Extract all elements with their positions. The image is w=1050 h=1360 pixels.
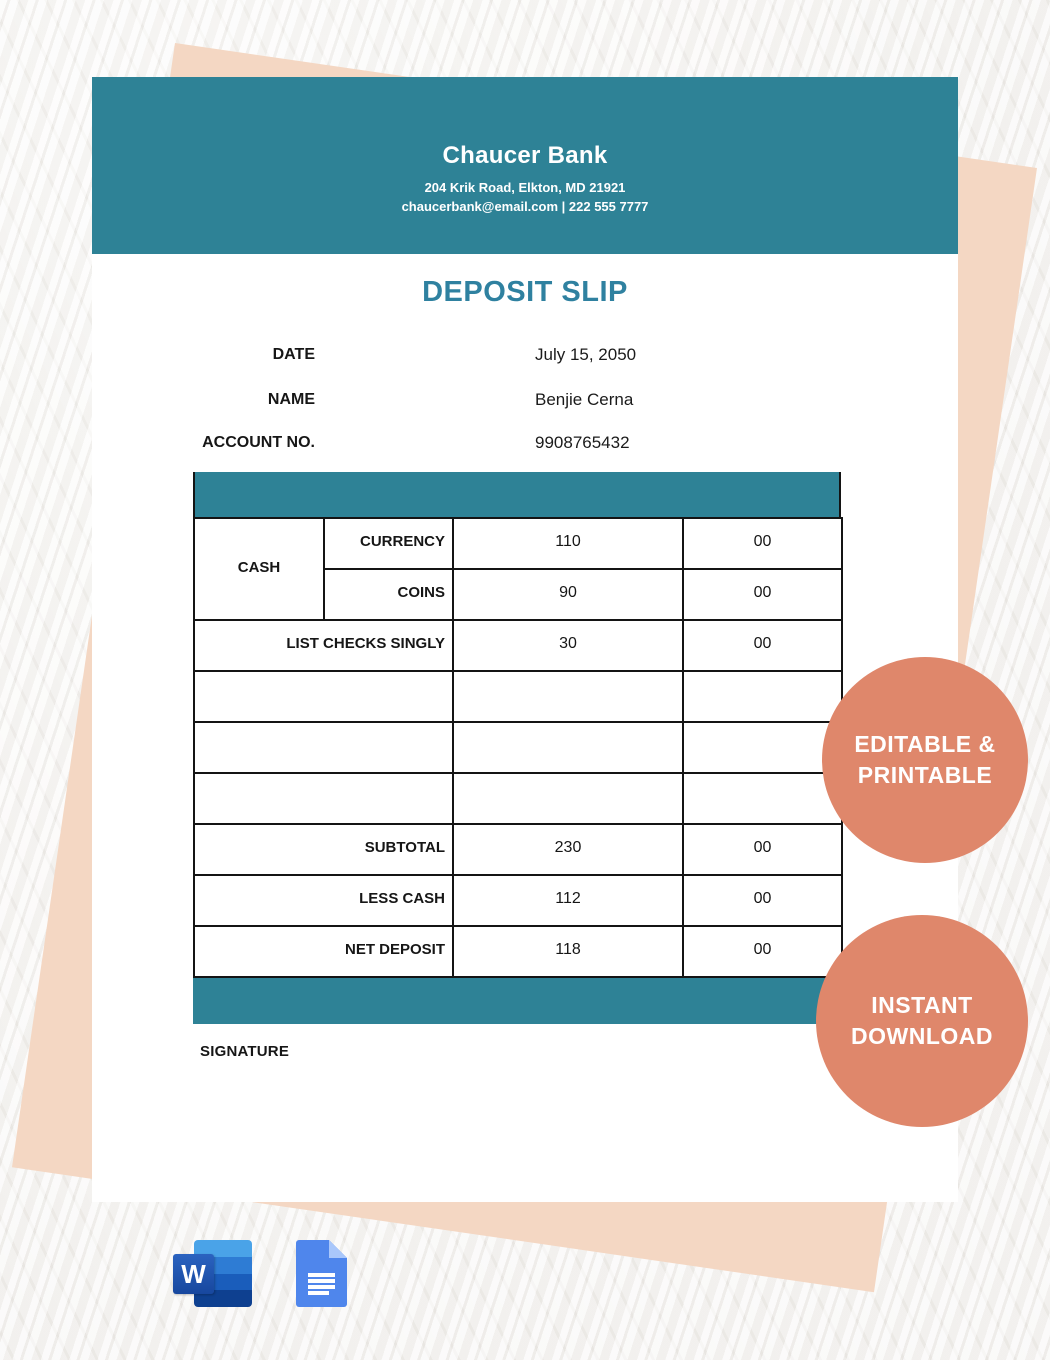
- row-label-cell: COINS: [324, 569, 453, 620]
- date-value: July 15, 2050: [535, 345, 637, 364]
- row-label-cell: LESS CASH: [194, 875, 453, 926]
- row-amount-cell: [453, 773, 683, 824]
- row-label-cell: LIST CHECKS SINGLY: [194, 620, 453, 671]
- row-amount-cell: 118: [453, 926, 683, 977]
- bank-contact: chaucerbank@email.com | 222 555 7777: [401, 199, 649, 214]
- bank-address: 204 Krik Road, Elkton, MD 21921: [424, 180, 626, 195]
- field-row-account-no: [92, 433, 958, 453]
- cash-group-cell: CASH: [194, 518, 324, 620]
- table-row: [194, 671, 842, 722]
- badge-line: INSTANT: [871, 992, 973, 1018]
- microsoft-word-icon[interactable]: [173, 1240, 253, 1308]
- name-label: NAME: [267, 391, 315, 408]
- row-label-cell: [194, 722, 453, 773]
- deposit-table: [193, 517, 843, 978]
- row-label-cell: SUBTOTAL: [194, 824, 453, 875]
- date-label: DATE: [272, 346, 315, 363]
- table-row: [194, 926, 842, 977]
- table-row: [194, 773, 842, 824]
- row-amount-cell: 30: [453, 620, 683, 671]
- table-row: [194, 824, 842, 875]
- badge-line: PRINTABLE: [857, 762, 993, 788]
- row-label-cell: NET DEPOSIT: [194, 926, 453, 977]
- badge-line: DOWNLOAD: [851, 1023, 993, 1049]
- signature-label: SIGNATURE: [200, 1043, 290, 1060]
- row-cents-cell: [683, 671, 842, 722]
- row-cents-cell: 00: [683, 824, 842, 875]
- docs-text-line: [308, 1279, 335, 1283]
- table-row: [194, 620, 842, 671]
- row-amount-cell: [453, 722, 683, 773]
- row-cents-cell: [683, 722, 842, 773]
- word-letter: W: [181, 1258, 206, 1289]
- row-cents-cell: 00: [683, 518, 842, 569]
- field-row-date: [92, 345, 958, 365]
- row-label-cell: [194, 773, 453, 824]
- row-cents-cell: 00: [683, 620, 842, 671]
- row-cents-cell: 00: [683, 875, 842, 926]
- row-cents-cell: 00: [683, 926, 842, 977]
- table-row: [194, 518, 842, 569]
- row-label-cell: CURRENCY: [324, 518, 453, 569]
- bank-header: [92, 77, 958, 254]
- docs-fold-corner: [329, 1240, 347, 1258]
- row-amount-cell: 110: [453, 518, 683, 569]
- docs-body: [296, 1240, 347, 1307]
- deposit-table-block: [193, 472, 841, 1024]
- docs-text-line: [308, 1285, 335, 1289]
- row-amount-cell: 112: [453, 875, 683, 926]
- table-footer-bar: [193, 978, 841, 1024]
- editable-printable-badge: [822, 657, 1028, 863]
- account-no-label: ACCOUNT NO.: [202, 434, 315, 451]
- name-value: Benjie Cerna: [535, 390, 634, 409]
- row-cents-cell: 00: [683, 569, 842, 620]
- table-header-bar: [193, 472, 841, 517]
- row-amount-cell: 90: [453, 569, 683, 620]
- google-docs-icon[interactable]: [296, 1240, 347, 1307]
- docs-text-line: [308, 1291, 329, 1295]
- docs-text-line: [308, 1273, 335, 1277]
- row-amount-cell: 230: [453, 824, 683, 875]
- row-amount-cell: [453, 671, 683, 722]
- table-row: [194, 875, 842, 926]
- page-title: DEPOSIT SLIP: [422, 276, 628, 308]
- field-row-name: [92, 390, 958, 410]
- account-no-value: 9908765432: [535, 433, 630, 452]
- bank-name: Chaucer Bank: [442, 142, 608, 169]
- badge-line: EDITABLE &: [854, 731, 996, 757]
- instant-download-badge: [816, 915, 1028, 1127]
- row-label-cell: [194, 671, 453, 722]
- word-letter-badge: [173, 1254, 214, 1294]
- table-row: [194, 722, 842, 773]
- row-cents-cell: [683, 773, 842, 824]
